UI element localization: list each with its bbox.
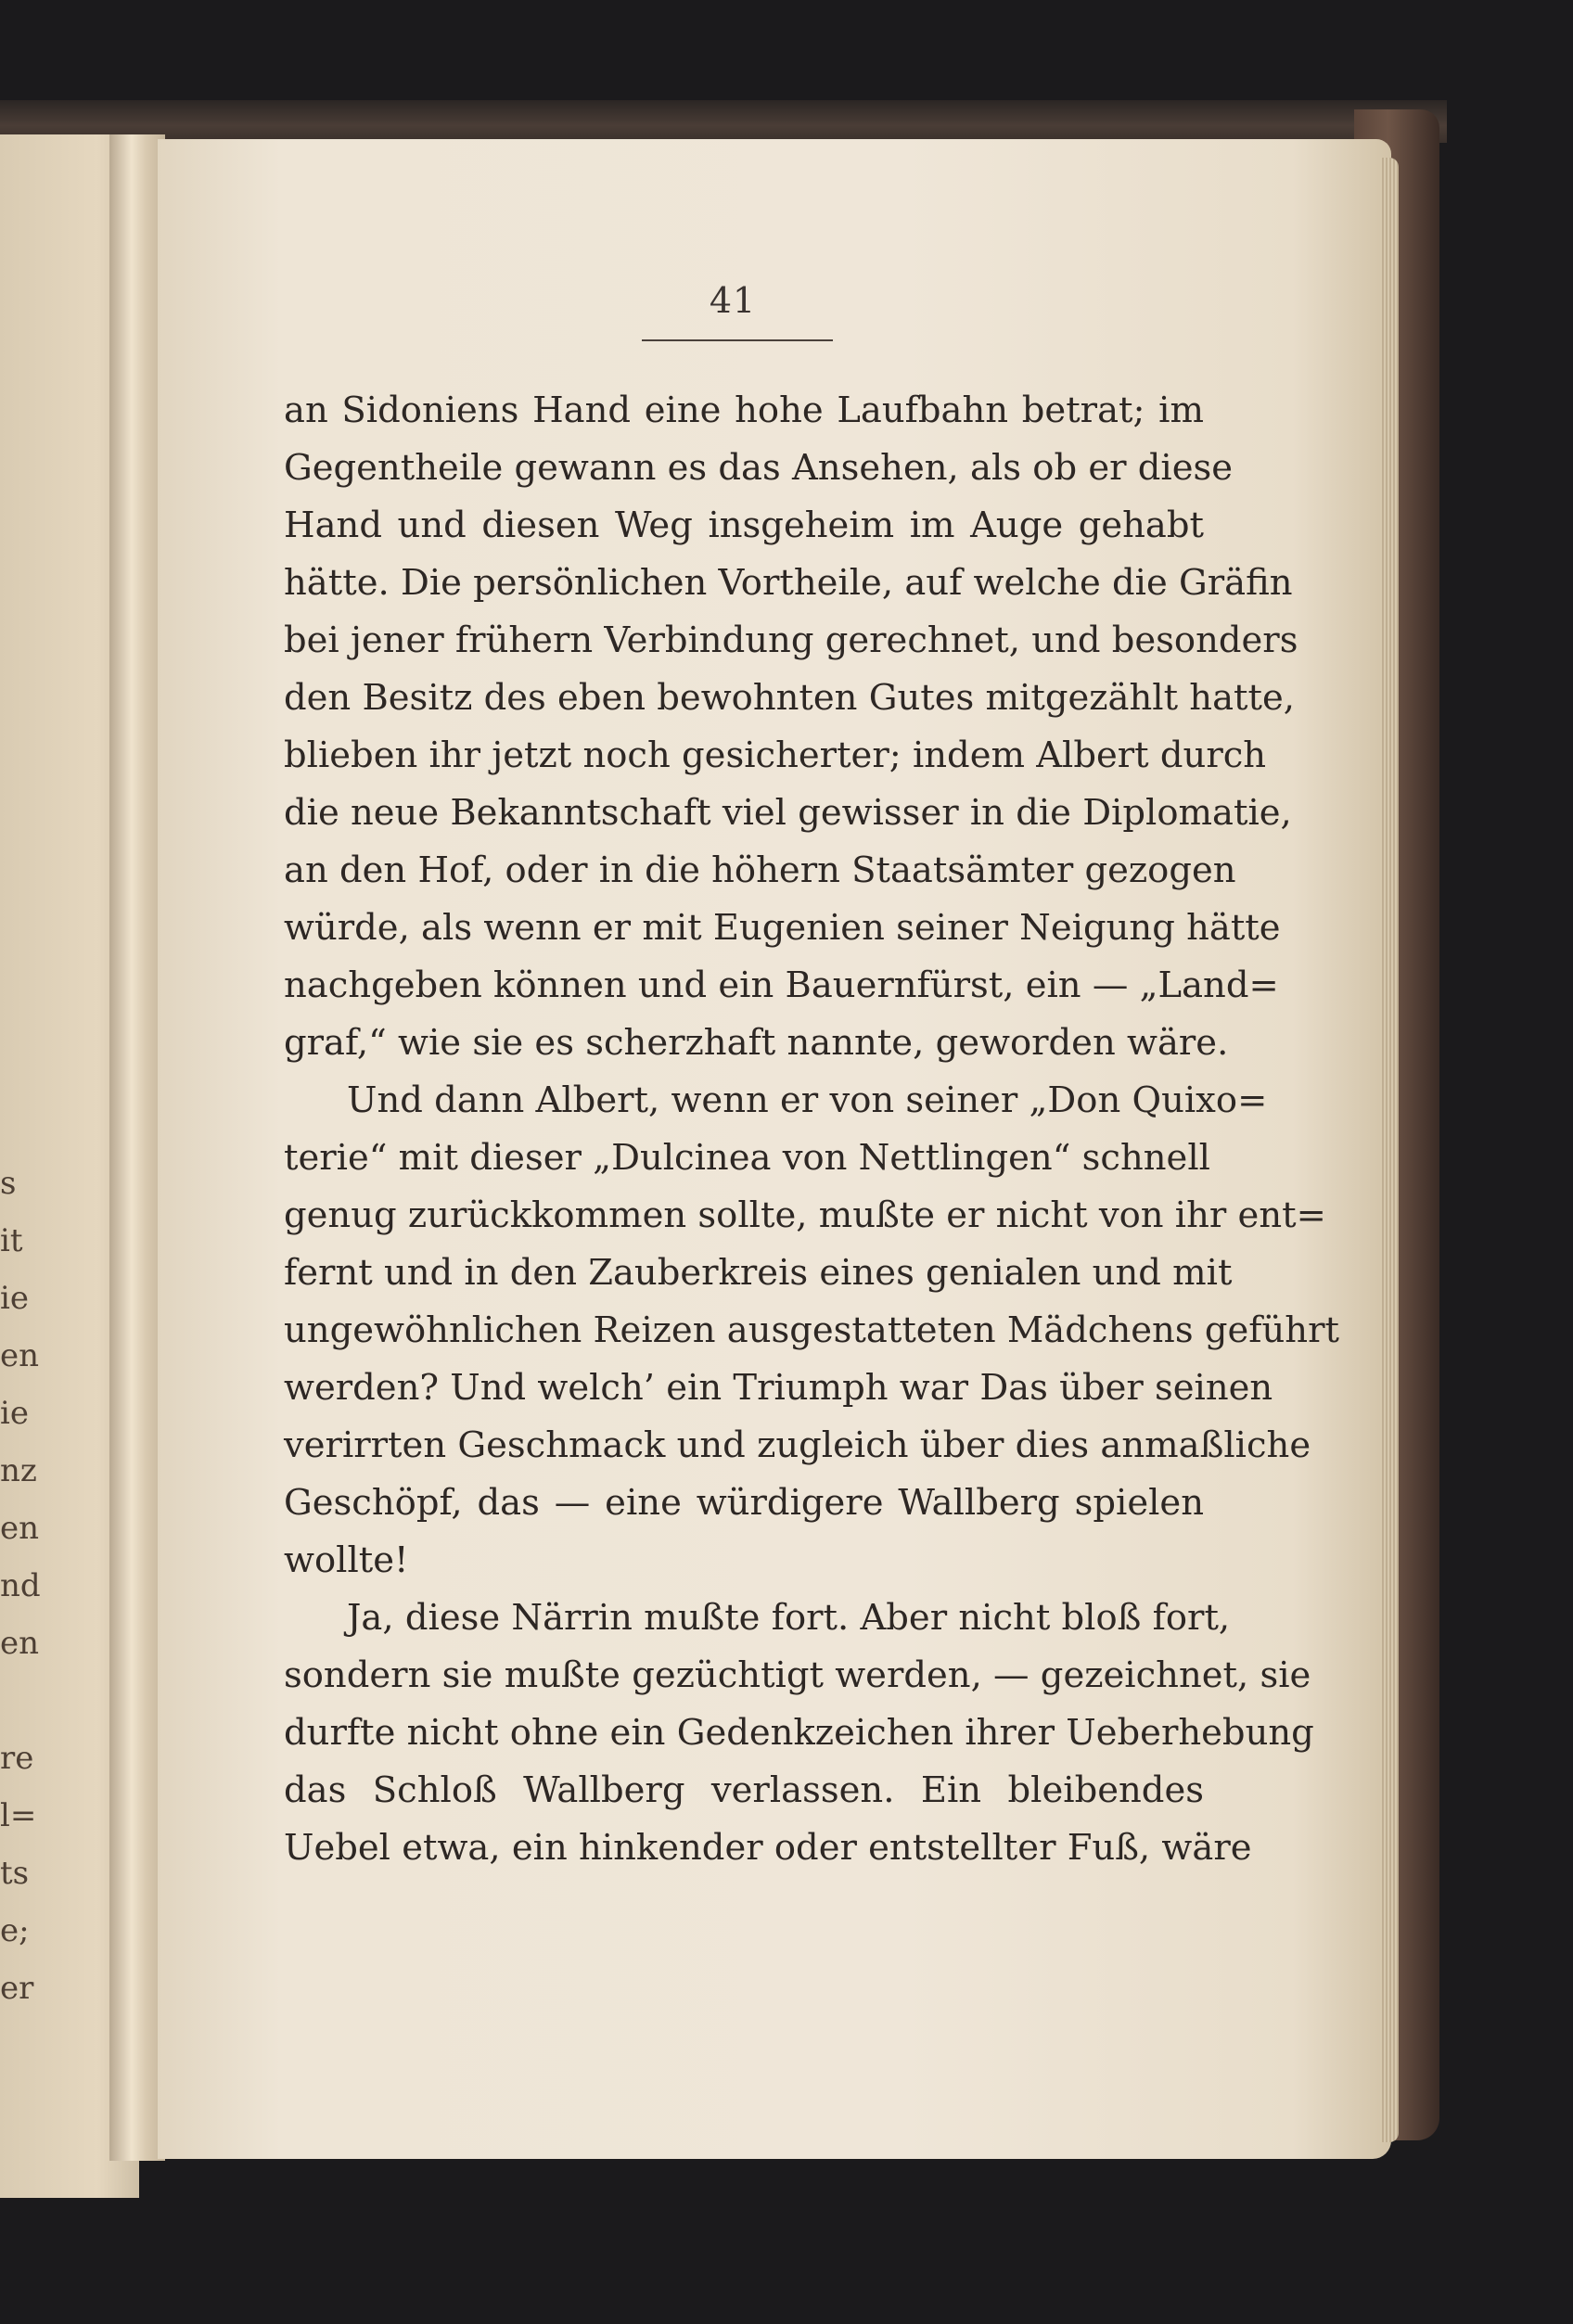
body-text	[284, 382, 1339, 1877]
facing-fragment: l=	[0, 1797, 37, 1834]
book-top-edge	[0, 100, 1447, 143]
text-line: Uebel etwa, ein hinkender oder entstellter Fuß, wäre	[284, 1827, 1252, 1869]
text-line: werden? Und welch’ ein Triumph war Das über seinen	[284, 1367, 1273, 1409]
text-line: terie“ mit dieser „Dulcinea von Nettlingen“ schnell	[284, 1137, 1210, 1179]
facing-fragment: en	[0, 1625, 40, 1662]
text-line: blieben ihr jetzt noch gesicherter; indem Albert durch	[284, 734, 1267, 776]
facing-fragment: er	[0, 1970, 34, 2007]
facing-fragment: s	[0, 1165, 17, 1202]
text-line: durfte nicht ohne ein Gedenkzeichen ihrer Ueberhebung	[284, 1712, 1314, 1754]
page-number-rule	[642, 339, 833, 341]
facing-fragment: nd	[0, 1567, 41, 1604]
facing-fragment: re	[0, 1740, 34, 1777]
text-line: genug zurückkommen sollte, mußte er nicht von ihr ent=	[284, 1194, 1326, 1236]
text-line: würde, als wenn er mit Eugenien seiner Neigung hätte	[284, 907, 1281, 949]
page-stack-edge	[1380, 158, 1399, 2142]
facing-fragment: en	[0, 1337, 40, 1374]
page-number: 41	[709, 280, 757, 321]
text-line: die neue Bekanntschaft viel gewisser in die Diplomatie,	[284, 792, 1292, 834]
text-line: an den Hof, oder in die höhern Staatsämter gezogen	[284, 849, 1236, 891]
text-line: verirrten Geschmack und zugleich über dies anmaßliche	[284, 1424, 1311, 1466]
text-line: bei jener frühern Verbindung gerechnet, und besonders	[284, 619, 1298, 661]
book-gutter	[109, 134, 165, 2161]
text-line: Ja, diese Närrin mußte fort. Aber nicht bloß fort,	[347, 1597, 1231, 1639]
facing-fragment: ie	[0, 1280, 29, 1317]
text-line: fernt und in den Zauberkreis eines genialen und mit	[284, 1252, 1233, 1294]
facing-fragment: ie	[0, 1395, 29, 1432]
facing-fragment: en	[0, 1510, 40, 1547]
text-line: hätte. Die persönlichen Vortheile, auf welche die Gräfin	[284, 562, 1293, 604]
text-line: das Schloß Wallberg verlassen. Ein bleibendes	[284, 1769, 1204, 1811]
text-line: ungewöhnlichen Reizen ausgestatteten Mädchens geführt	[284, 1309, 1339, 1351]
facing-fragment: nz	[0, 1452, 37, 1489]
facing-fragment	[0, 1672, 24, 1730]
text-line: Gegentheile gewann es das Ansehen, als ob er diese	[284, 447, 1234, 489]
facing-fragment: it	[0, 1222, 23, 1259]
text-line: nachgeben können und ein Bauernfürst, ein — „Land=	[284, 964, 1279, 1006]
facing-page-text	[0, 1155, 41, 2017]
facing-fragment: e;	[0, 1912, 30, 1949]
text-line: den Besitz des eben bewohnten Gutes mitgezählt hatte,	[284, 677, 1296, 719]
text-line: an Sidoniens Hand eine hohe Laufbahn betrat; im	[284, 389, 1204, 431]
text-line: sondern sie mußte gezüchtigt werden, — gezeichnet, sie	[284, 1654, 1311, 1696]
text-line: Hand und diesen Weg insgeheim im Auge gehabt	[284, 504, 1204, 546]
text-line: Und dann Albert, wenn er von seiner „Don Quixo=	[347, 1079, 1268, 1121]
facing-fragment: ts	[0, 1855, 30, 1892]
text-line: wollte!	[284, 1539, 409, 1581]
text-line: Geschöpf, das — eine würdigere Wallberg spielen	[284, 1482, 1204, 1524]
text-line: graf,“ wie sie es scherzhaft nannte, geworden wäre.	[284, 1022, 1229, 1064]
